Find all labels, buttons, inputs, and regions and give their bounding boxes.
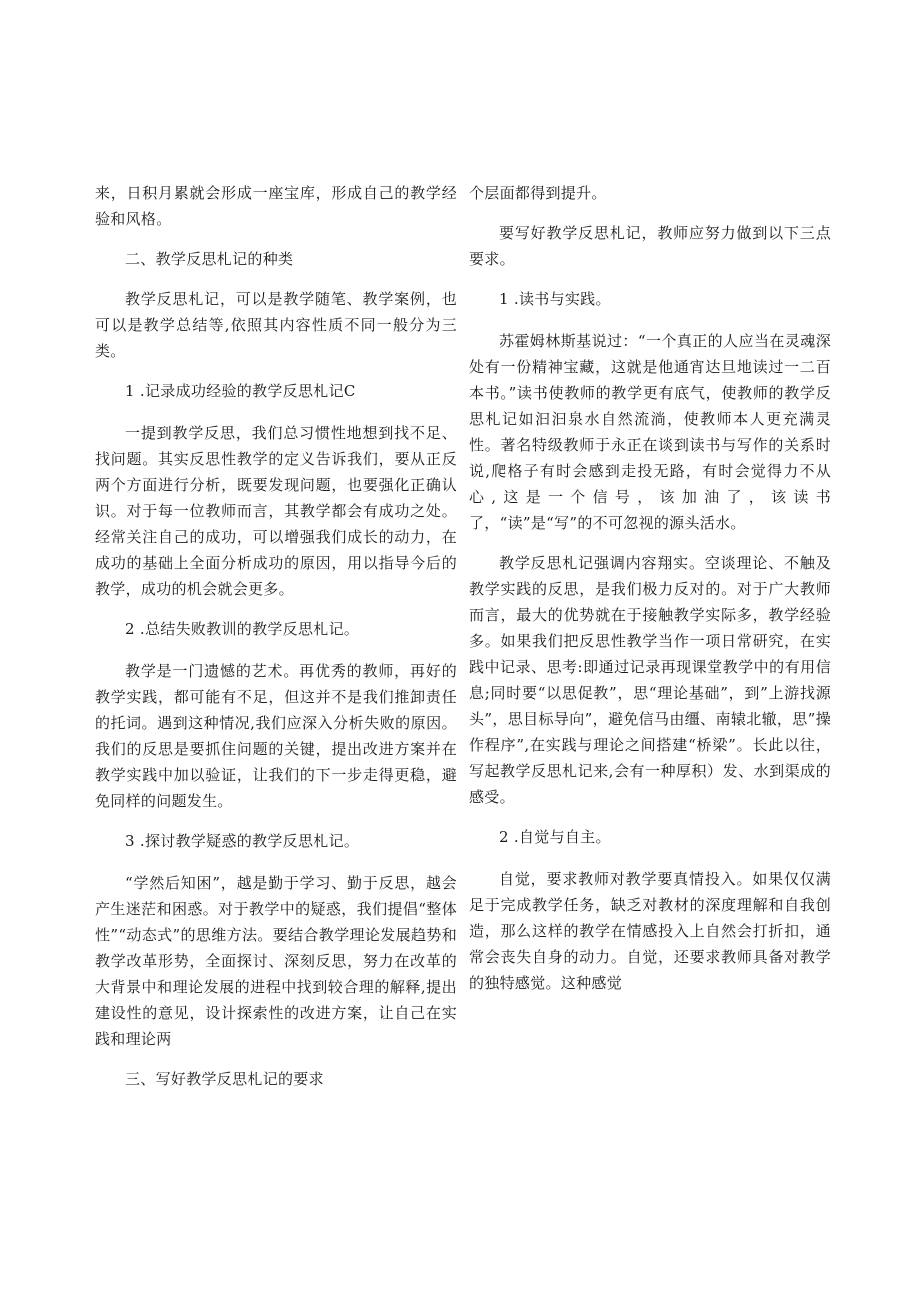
- left-paragraph-doubts: “学然后知困”，越是勤于学习、勤于反思，越会产生迷茫和困惑。对于教学中的疑惑，我们提倡“整体性”“动态式”的思维方法。要结合教学理论发展趋势和教学改革形势，全面探讨、深刻反思，努力在改革的大背景中和理论发展的进程中找到较合理的解释,提出建设性的意见，设计探索性的改进方案，让自己在实践和理论两: [95, 874, 457, 1048]
- numbered-item-reading: 1 .读书与实践。: [499, 290, 611, 308]
- left-paragraph-failure: 教学是一门遗憾的艺术。再优秀的教师，再好的教学实践，都可能有不足，但这并不是我们推卸责任的托词。遇到这种情况,我们应深入分析失败的原因。我们的反思是要抓住问题的关键，提出改进方案并在教学实践中加以验证，让我们的下一步走得更稳，避免同样的问题发生。: [95, 662, 457, 810]
- right-paragraph-continuation: 个层面都得到提升。: [469, 184, 607, 202]
- right-paragraph-content: 教学反思札记强调内容翔实。空谈理论、不触及教学实践的反思，是我们极力反对的。对于广大教师而言，最大的优势就在于接触教学实际多，教学经验多。如果我们把反思性教学当作一项日常研究，在实践中记录、思考:即通过记录再现课堂教学中的有用信息;同时要“以思促教”，思“理论基础”，到”上游找源头”，思目标导向”，避免信马由缰、南辕北辙，思”操作程序”,在实践与理论之间搭建“桥梁”。长此以往，写起教学反思札记来,会有一种厚积）发、水到渠成的感受。: [469, 554, 831, 806]
- numbered-item-consciousness: 2 .自觉与自主。: [499, 828, 611, 846]
- left-paragraph-types-intro: 教学反思札记，可以是教学随笔、教学案例，也可以是教学总结等,依照其内容性质不同一般分为三类。: [95, 290, 457, 360]
- left-column: [95, 180, 457, 1106]
- left-paragraph-continuation: 来，日积月累就会形成一座宝库，形成自己的教学经验和风格。: [95, 184, 457, 228]
- numbered-item-failure: 2 .总结失败教训的教学反思札记。: [125, 620, 360, 638]
- right-paragraph-requirements-intro: 要写好教学反思札记，教师应努力做到以下三点要求。: [469, 224, 831, 268]
- right-paragraph-consciousness: 自觉，要求教师对教学要真情投入。如果仅仅满足于完成教学任务，缺乏对教材的深度理解和自我创造，那么这样的教学在情感投入上自然会打折扣，通常会丧失自身的动力。自觉，还要求教师具备对教学的独特感觉。这种感觉: [469, 870, 831, 992]
- numbered-item-success: 1 .记录成功经验的教学反思札记C: [125, 382, 356, 400]
- left-paragraph-success: 一提到教学反思，我们总习惯性地想到找不足、找问题。其实反思性教学的定义告诉我们，要从正反两个方面进行分析，既要发现问题，也要强化正确认识。对于每一位教师而言，其教学都会有成功之处。经常关注自己的成功，可以增强我们成长的动力，在成功的基础上全面分析成功的原因，用以指导今后的教学，成功的机会就会更多。: [95, 424, 457, 598]
- section-heading-types: 二、教学反思札记的种类: [125, 250, 294, 268]
- right-column: [469, 180, 831, 1010]
- section-heading-requirements: 三、写好教学反思札记的要求: [125, 1070, 324, 1088]
- right-paragraph-reading: 苏霍姆林斯基说过：“一个真正的人应当在灵魂深处有一份精神宝藏，这就是他通宵达旦地读过一二百本书。”读书使教师的教学更有底气，使教师的教学反思札记如汩汩泉水自然流淌，使教师本人更充满灵性。著名特级教师于永正在谈到读书与写作的关系时说,爬格子有时会感到走投无路，有时会觉得力不从心,这是一个信号，该加油了，该读书了，“读”是“写”的不可忽视的源头活水。: [469, 332, 831, 532]
- numbered-item-doubts: 3 .探讨教学疑惑的教学反思札记。: [125, 832, 360, 850]
